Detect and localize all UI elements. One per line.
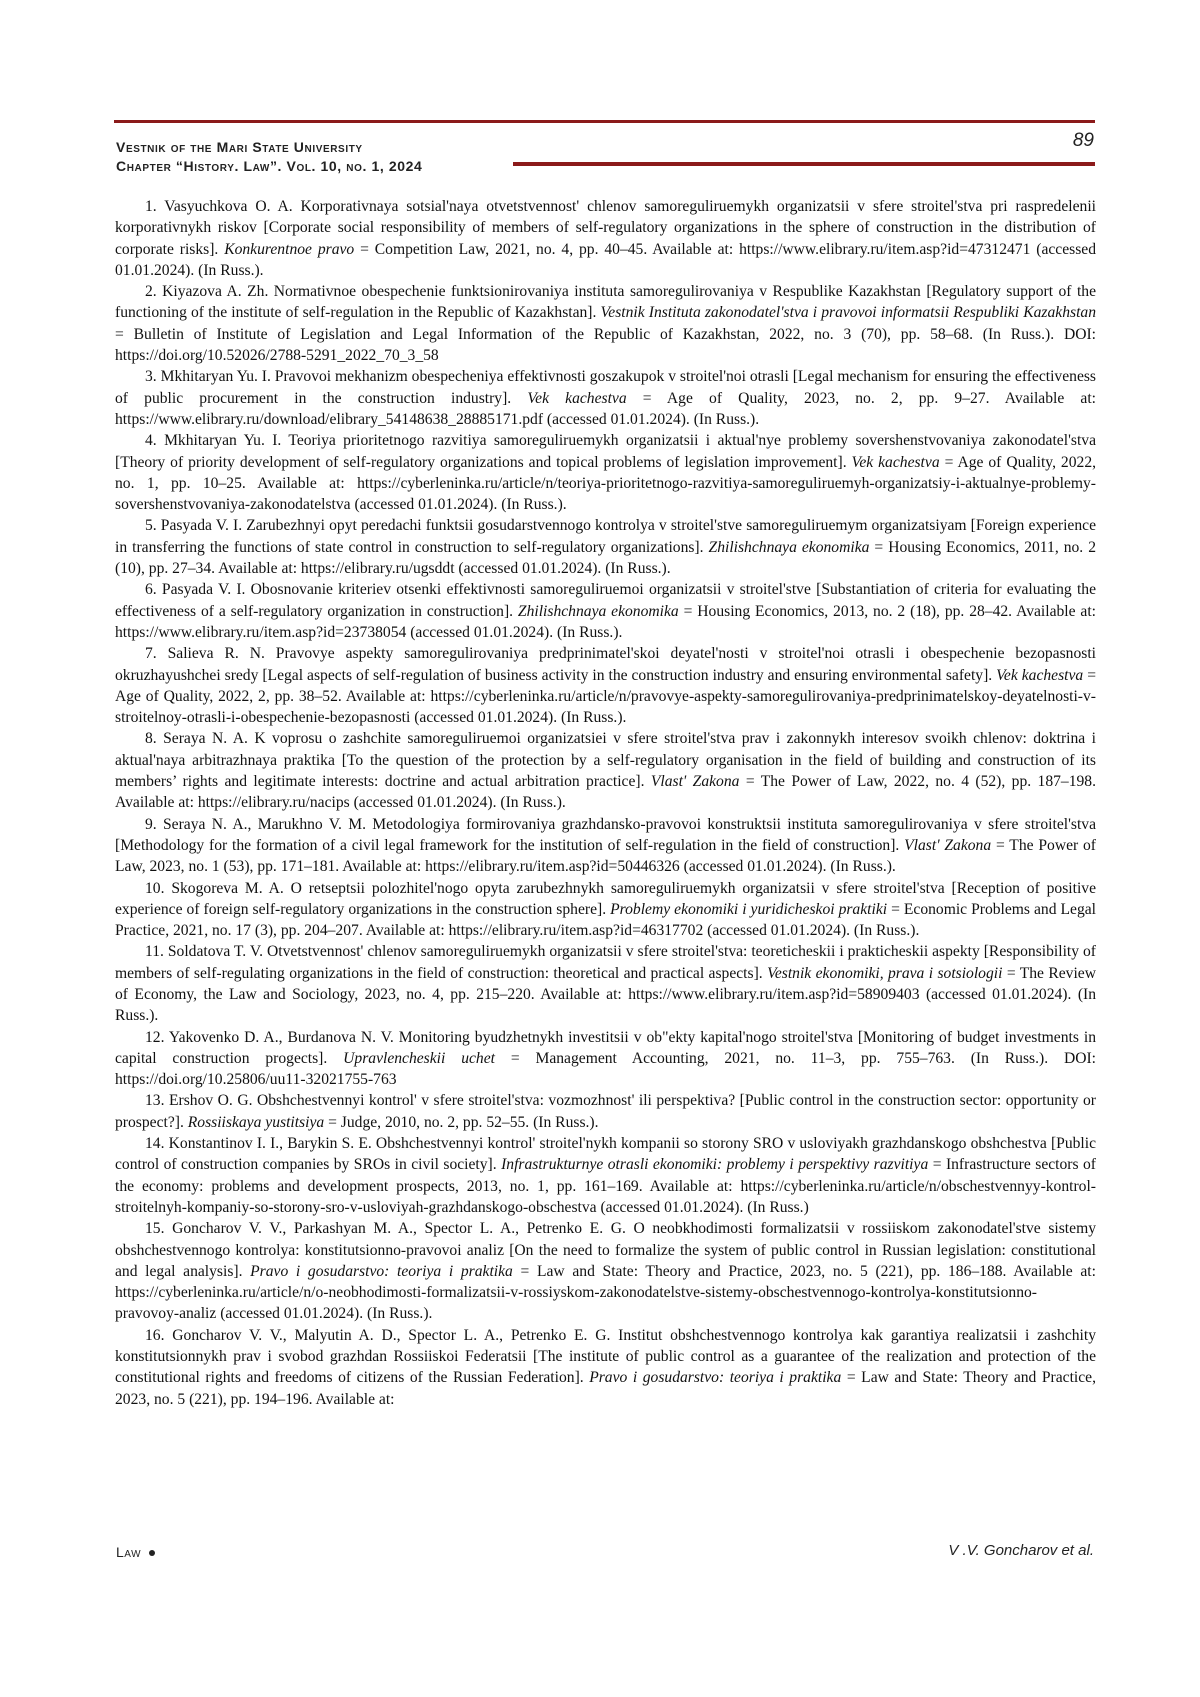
footer-section: [116, 1544, 155, 1560]
reference-source-title: Vek kachestva: [996, 666, 1084, 684]
top-rule: [114, 120, 1095, 123]
reference-item: [115, 1325, 1096, 1410]
reference-text: = Bulletin of Institute of Legislation and Legal Information of the Republic of Kazakhstan, 2022, no. 3 (70), pp. 58–68. (In Russ.). DOI: https://doi.org/10.52026/2788-5291_2022_70_3_58: [115, 325, 1096, 365]
reference-text: = Law and State: Theory and Practice, 2023, no. 5 (221), pp. 194–196. Available at:: [115, 1369, 1096, 1408]
journal-chapter: Chapter “History. Law”. Vol. 10, no. 1, 2024: [116, 158, 423, 174]
reference-source-title: Vestnik ekonomiki, prava i sotsiologii: [767, 964, 1003, 982]
footer-section-label: Law: [116, 1544, 142, 1560]
reference-source-title: Infrastrukturnye otrasli ekonomiki: problemy i perspektivy razvitiya: [501, 1156, 929, 1174]
reference-source-title: Vlast' Zakona: [904, 836, 992, 854]
reference-text: 4. Mkhitaryan Yu. I. Teoriya prioritetnogo razvitiya samoreguliruemykh organizatsii i aktual'nye problemy sovershenstvovaniya zakonodatel'stva [Theory of priority development of self-regulatory organizations and topical problems of legislation improvement].: [115, 432, 1096, 471]
reference-source-title: Vek kachestva: [851, 453, 940, 471]
reference-item: [115, 941, 1096, 1026]
reference-text: 14. Konstantinov I. I., Barykin S. E. Obshchestvennyi kontrol' stroitel'nykh kompanii so storony SRO v usloviyakh grazhdanskogo obshchestva [Public control of construction companies by SROs in civil society].: [115, 1135, 1096, 1174]
reference-text: 15. Goncharov V. V., Parkashyan M. A., Spector L. A., Petrenko E. G. O neobkhodimosti formalizatsii v rossiiskom zakonodatel'stve sistemy obshchestvennogo kontrolya: konstitutsionno-pravovoi analiz [On the need to formalize the system of public control in Russian legislation: constitutional and legal analysis].: [115, 1220, 1096, 1280]
reference-source-title: Vlast' Zakona: [650, 773, 740, 791]
reference-text: 1. Vasyuchkova O. A. Korporativnaya sotsial'naya otvetstvennost' chlenov samoreguliruemykh organizatsii v sfere stroitel'stva pri raspredelenii korporativnykh riskov [Corporate social responsibility of members of self-regulatory organizations in the sphere of construction in the distribution of corporate risks].: [115, 198, 1096, 258]
reference-source-title: Upravlencheskii uchet: [343, 1049, 495, 1067]
reference-item: [115, 728, 1096, 813]
reference-source-title: Zhilishchnaya ekonomika: [708, 538, 870, 556]
bullet-icon: [149, 1550, 155, 1556]
reference-item: [115, 643, 1096, 728]
reference-text: 11. Soldatova T. V. Otvetstvennost' chlenov samoreguliruemykh organizatsii v sfere stroitel'stva: teoreticheskii i prakticheskii aspekty [Responsibility of members of self-regulating organizations in the field of construction: theoretical and practical aspects].: [115, 943, 1096, 982]
reference-item: [115, 814, 1096, 878]
reference-source-title: Konkurentnoe pravo: [224, 240, 355, 258]
reference-text: 3. Mkhitaryan Yu. I. Pravovoi mekhanizm obespecheniya effektivnosti goszakupok v stroitel'noi otrasli [Legal mechanism for ensuring the effectiveness of public procurement in the construction industry].: [115, 368, 1096, 407]
reference-text: 9. Seraya N. A., Marukhno V. M. Metodologiya formirovaniya grazhdansko-pravovoi konstruktsii instituta samoregulirovaniya v sfere stroitel'stva [Methodology for the formation of a civil legal framework for the institution of self-regulation in the field of construction].: [115, 815, 1096, 854]
reference-text: = Judge, 2010, no. 2, pp. 52–55. (In Russ.).: [324, 1113, 599, 1131]
reference-text: 8. Seraya N. A. K voprosu o zashchite samoreguliruemoi organizatsiei v sfere stroitel'stva prav i zakonnykh interesov svoikh chlenov: doktrina i aktual'naya arbitrazhnaya praktika [To the question of the protection by a self-regulatory organisation in the field of building and construction of its members’ rights and legitimate interests: doctrine and actual arbitration practice].: [115, 730, 1096, 791]
reference-text: 13. Ershov O. G. Obshchestvennyi kontrol' v sfere stroitel'stva: vozmozhnost' ili perspektiva? [Public control in the construction sector: opportunity or prospect?].: [115, 1092, 1096, 1131]
reference-text: = The Power of Law, 2023, no. 1 (53), pp. 171–181. Available at: https://elibrary.ru/item.asp?id=50446326 (accessed 01.01.2024). (In Russ.).: [115, 836, 1096, 876]
reference-text: = Economic Problems and Legal Practice, 2021, no. 17 (3), pp. 204–207. Available at: https://elibrary.ru/item.asp?id=46317702 (accessed 01.01.2024). (In Russ.).: [115, 900, 1097, 940]
reference-item: [115, 579, 1096, 643]
reference-text: = Law and State: Theory and Practice, 2023, no. 5 (221), pp. 186–188. Available at: https://cyberleninka.ru/article/n/o-neobhodimosti-formalizatsii-v-rossiyskom-zakonodatelstve-sistemy-obschestvennogo-kontrolya-konstitutsionno-pravovoy-analiz (accessed 01.01.2024). (In Russ.).: [115, 1262, 1096, 1323]
reference-source-title: Pravo i gosudarstvo: teoriya i praktika: [589, 1369, 842, 1387]
reference-text: = Age of Quality, 2022, 2, pp. 38–52. Available at: https://cyberleninka.ru/article/n/pravovye-aspekty-samoregulirovaniya-predprinimatelskoy-deyatelnosti-v-stroitelnoy-otrasli-i-obespechenie-bezopasnosti (accessed 01.01.2024). (In Russ.).: [115, 666, 1096, 727]
reference-text: = Housing Economics, 2013, no. 2 (18), pp. 28–42. Available at: https://www.elibrary.ru/item.asp?id=23738054 (accessed 01.01.2024). (In Russ.).: [115, 602, 1097, 641]
reference-item: [115, 196, 1096, 281]
reference-item: [115, 878, 1096, 942]
journal-title: Vestnik of the Mari State University: [116, 139, 363, 155]
reference-text: 7. Salieva R. N. Pravovye aspekty samoregulirovaniya predprinimatel'skoi deyatel'nosti v stroitel'noi otrasli i obespechenie bezopasnosti okruzhayushchei sredy [Legal aspects of self-regulation of business activity in the construction industry and ensuring environmental safety].: [115, 645, 1096, 684]
footer-authors: V .V. Goncharov et al.: [948, 1542, 1094, 1559]
reference-text: = Competition Law, 2021, no. 4, pp. 40–45. Available at: https://www.elibrary.ru/item.asp?id=47312471 (accessed 01.01.2024). (In Russ.).: [115, 240, 1096, 279]
reference-source-title: Zhilishchnaya ekonomika: [517, 602, 679, 620]
reference-item: [115, 1218, 1096, 1324]
reference-text: = Age of Quality, 2022, no. 1, pp. 10–25. Available at: https://cyberleninka.ru/article/n/teoriya-prioritetnogo-razvitiya-samoreguliruemyh-organizatsiy-i-aktualnye-problemy-sovershenstvovaniya-zakonodatelstva (accessed 01.01.2024). (In Russ.).: [115, 453, 1097, 514]
reference-item: [115, 1090, 1096, 1133]
reference-text: = Housing Economics, 2011, no. 2 (10), pp. 27–34. Available at: https://elibrary.ru/ugsddt (accessed 01.01.2024). (In Russ.).: [115, 538, 1096, 578]
reference-text: 10. Skogoreva M. A. O retseptsii polozhitel'nogo opyta zarubezhnykh samoreguliruemykh organizatsii v sfere stroitel'stva [Reception of positive experience of foreign self-regulatory organizations in the construction sphere].: [115, 879, 1096, 918]
reference-item: [115, 430, 1096, 515]
reference-text: = Age of Quality, 2023, no. 2, pp. 9–27. Available at: https://www.elibrary.ru/download/elibrary_54148638_28885171.pdf (accessed 01.01.2024). (In Russ.).: [115, 389, 1096, 428]
reference-item: [115, 281, 1096, 366]
reference-text: 12. Yakovenko D. A., Burdanova N. V. Monitoring byudzhetnykh investitsii v ob"ekty kapital'nogo stroitel'stva [Monitoring of budget investments in capital construction progects].: [115, 1028, 1096, 1067]
reference-text: = Management Accounting, 2021, no. 11–3, pp. 755–763. (In Russ.). DOI: https://doi.org/10.25806/uu11-32021755-763: [115, 1049, 1097, 1089]
reference-source-title: Problemy ekonomiki i yuridicheskoi praktiki: [610, 900, 888, 918]
running-header: [116, 138, 422, 176]
reference-item: [115, 1027, 1096, 1091]
reference-text: 5. Pasyada V. I. Zarubezhnyi opyt peredachi funktsii gosudarstvennogo kontrolya v stroitel'stve samoreguliruemym organizatsiyam [Foreign experience in transferring the functions of state control in construction to self-regulatory organizations].: [115, 517, 1096, 556]
reference-text: 6. Pasyada V. I. Obosnovanie kriteriev otsenki effektivnosti samoreguliruemoi organizatsii v stroitel'stve [Substantiation of criteria for evaluating the effectiveness of a self-regulatory organization in construction].: [115, 581, 1096, 620]
reference-text: = Infrastructure sectors of the economy: problems and development prospects, 2013, no. 1, pp. 161–169. Available at: https://cyberleninka.ru/article/n/obschestvennyy-kontrol-stroitelnyh-kompaniy-so-storony-sro-v-usloviyah-grazhdanskogo-obschestva (accessed 01.01.2024). (In Russ.): [115, 1156, 1096, 1216]
reference-item: [115, 366, 1096, 430]
reference-text: 16. Goncharov V. V., Malyutin A. D., Spector L. A., Petrenko E. G. Institut obshchestvennogo kontrolya kak garantiya realizatsii i zashchity konstitutsionnykh prav i svobod grazhdan Rossiiskoi Federatsii [The institute of public control as a guarantee of the realization and protection of the constitutional rights and freedoms of citizens of the Russian Federation].: [115, 1326, 1096, 1387]
reference-text: = The Review of Economy, the Law and Sociology, 2023, no. 4, pp. 215–220. Available at: https://www.elibrary.ru/item.asp?id=58909403 (accessed 01.01.2024). (In Russ.).: [115, 964, 1096, 1025]
reference-text: = The Power of Law, 2022, no. 4 (52), pp. 187–198. Available at: https://elibrary.ru/nacips (accessed 01.01.2024). (In Russ.).: [115, 773, 1096, 812]
reference-item: [115, 1133, 1096, 1218]
reference-source-title: Vestnik Instituta zakonodatel'stva i pravovoi informatsii Respubliki Kazakhstan: [600, 304, 1096, 322]
page-number: 89: [1072, 130, 1094, 151]
reference-text: 2. Kiyazova A. Zh. Normativnoe obespechenie funktsionirovaniya instituta samoregulirovaniya v Respublike Kazakhstan [Regulatory support of the functioning of the institute of self-regulation in the Republic of Kazakhstan].: [115, 283, 1096, 322]
reference-item: [115, 515, 1096, 579]
header-rule: [513, 162, 1095, 166]
reference-source-title: Vek kachestva: [527, 389, 627, 407]
reference-source-title: Pravo i gosudarstvo: teoriya i praktika: [250, 1262, 513, 1280]
reference-source-title: Rossiiskaya yustitsiya: [187, 1113, 325, 1131]
reference-list: [115, 196, 1096, 1410]
